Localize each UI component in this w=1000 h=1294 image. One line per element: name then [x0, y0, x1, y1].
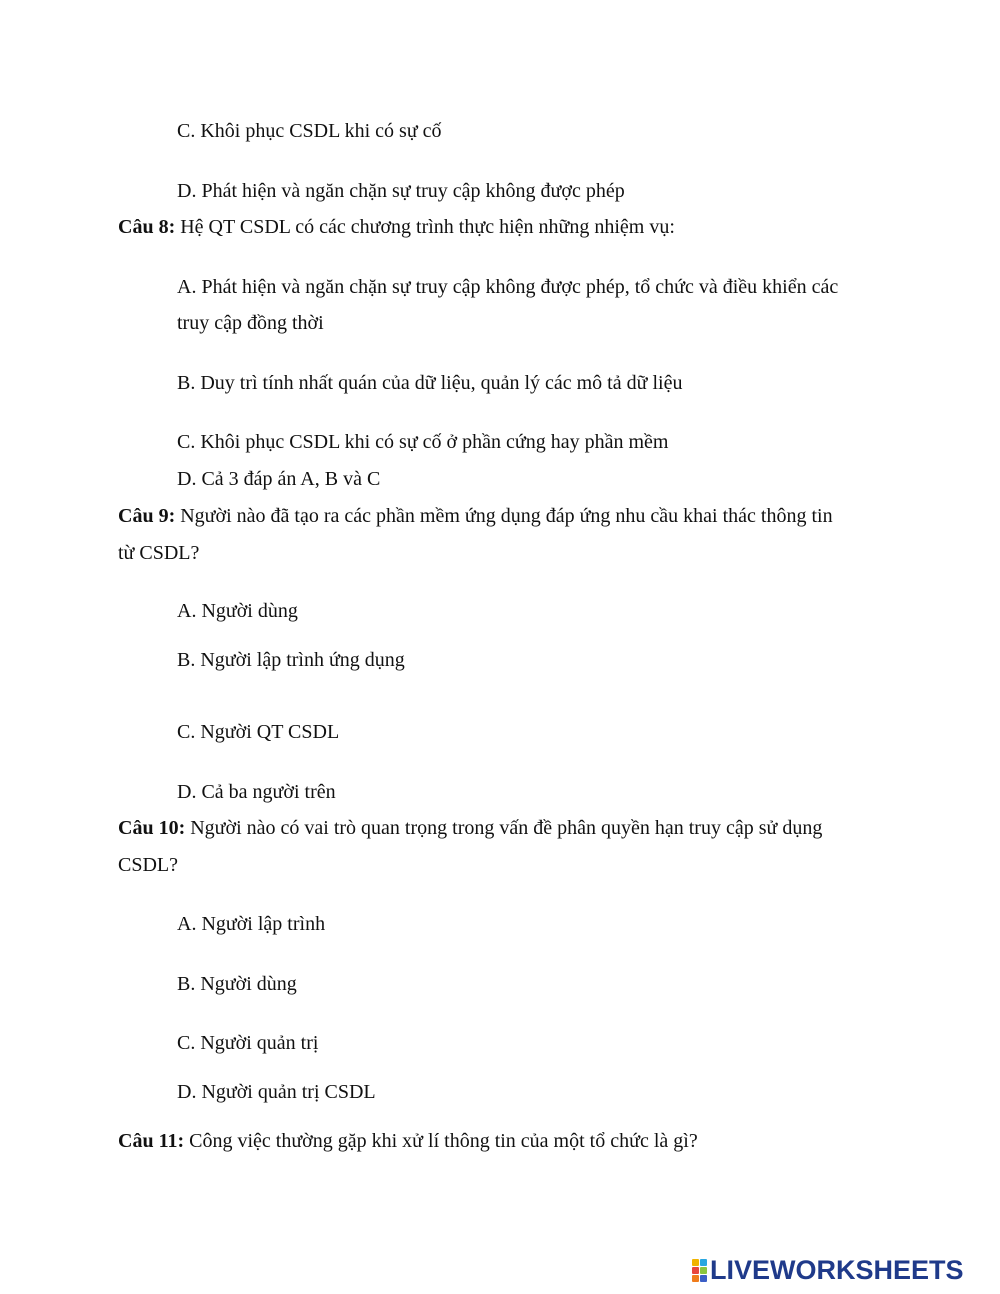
logo-text: LIVEWORKSHEETS	[710, 1255, 964, 1285]
question-text: Người nào đã tạo ra các phần mềm ứng dụng đáp ứng nhu cầu khai thác thông tin	[175, 505, 833, 527]
liveworksheets-logo	[692, 1256, 964, 1284]
option-line: A. Phát hiện và ngăn chặn sự truy cập không được phép, tổ chức và điều khiển các	[177, 276, 839, 298]
option-line: C. Người quản trị	[177, 1032, 319, 1054]
logo-blocks-icon	[692, 1259, 707, 1282]
option-line: truy cập đồng thời	[177, 312, 324, 334]
question-text: Hệ QT CSDL có các chương trình thực hiện những nhiệm vụ:	[175, 216, 675, 238]
option-line: B. Người lập trình ứng dụng	[177, 649, 405, 671]
question-label: Câu 8:	[118, 216, 176, 238]
option-line: D. Cả 3 đáp án A, B và C	[177, 468, 381, 490]
question-text: Công việc thường gặp khi xử lí thông tin của một tổ chức là gì?	[184, 1130, 698, 1152]
question-line	[118, 215, 675, 239]
option-line: B. Người dùng	[177, 973, 297, 995]
option-line: C. Khôi phục CSDL khi có sự cố	[177, 120, 442, 142]
question-line	[118, 816, 822, 840]
option-line: A. Người lập trình	[177, 913, 326, 935]
question-line	[118, 504, 833, 528]
option-line: D. Cả ba người trên	[177, 781, 336, 803]
option-line: A. Người dùng	[177, 600, 298, 622]
option-line: C. Khôi phục CSDL khi có sự cố ở phần cứng hay phần mềm	[177, 431, 669, 453]
question-text: Người nào có vai trò quan trọng trong vấn đề phân quyền hạn truy cập sử dụng	[185, 817, 823, 839]
question-text: CSDL?	[118, 854, 178, 876]
option-line: D. Phát hiện và ngăn chặn sự truy cập không được phép	[177, 180, 625, 202]
question-label: Câu 9:	[118, 505, 176, 527]
question-label: Câu 10:	[118, 817, 186, 839]
question-text: từ CSDL?	[118, 542, 200, 564]
option-line: C. Người QT CSDL	[177, 721, 340, 743]
question-line	[118, 541, 199, 565]
question-line	[118, 853, 178, 877]
question-line	[118, 1129, 698, 1153]
option-line: B. Duy trì tính nhất quán của dữ liệu, quản lý các mô tả dữ liệu	[177, 372, 683, 394]
option-line: D. Người quản trị CSDL	[177, 1081, 376, 1103]
question-label: Câu 11:	[118, 1130, 185, 1152]
